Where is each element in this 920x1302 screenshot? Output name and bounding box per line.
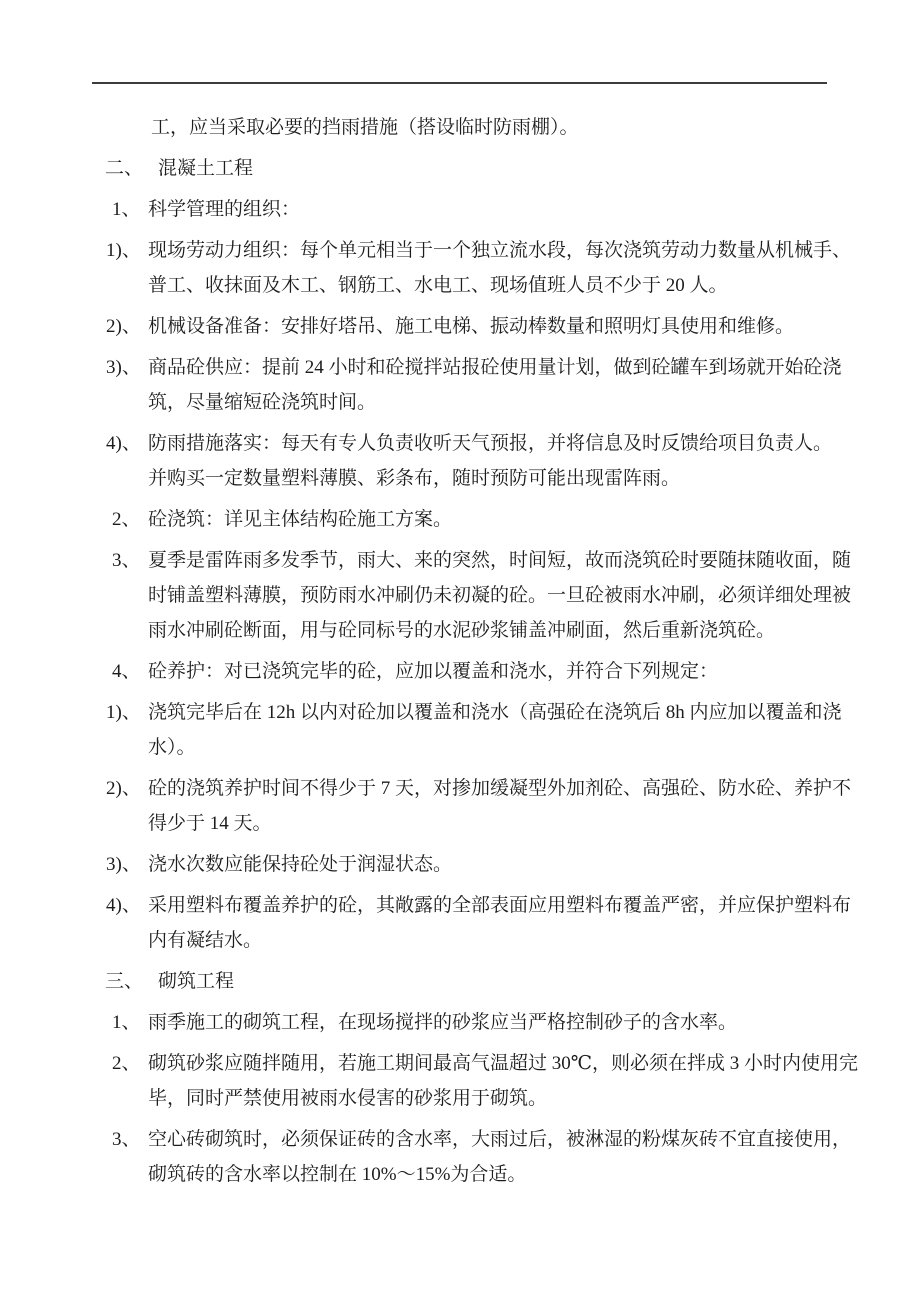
paragraph-text	[148, 309, 840, 344]
paragraph-text	[148, 1046, 859, 1116]
text-line: 砼的浇筑养护时间不得少于 7 天，对掺加缓凝型外加剂砼、高强砼、防水砼、养护不	[148, 778, 852, 799]
list-label: 3)、	[106, 357, 141, 378]
text-line: 商品砼供应：提前 24 小时和砼搅拌站报砼使用量计划，做到砼罐车到场就开始砼浇	[148, 357, 842, 378]
list-label: 3、	[112, 550, 141, 571]
list-label: 1、	[112, 199, 141, 220]
text-line: 砼浇筑：详见主体结构砼施工方案。	[148, 509, 453, 530]
paragraph-item	[0, 1005, 920, 1040]
paragraph-subitem	[0, 350, 920, 420]
text-line: 时铺盖塑料薄膜，预防雨水冲刷仍未初凝的砼。一旦砼被雨水冲刷，必须详细处理被	[148, 585, 852, 606]
text-line: 砌筑工程	[158, 971, 235, 992]
list-label: 三、	[105, 971, 144, 992]
text-line: 并购买一定数量塑料薄膜、彩条布，随时预防可能出现雷阵雨。	[148, 468, 681, 489]
list-label: 1、	[112, 1012, 141, 1033]
list-label: 二、	[105, 158, 144, 179]
text-line: 水）。	[148, 737, 196, 758]
list-label: 1)、	[106, 702, 141, 723]
paragraph-text	[148, 350, 840, 420]
paragraph-text	[148, 426, 840, 496]
paragraph-text	[148, 233, 852, 303]
paragraph-item	[0, 192, 920, 227]
text-line: 得少于 14 天。	[148, 813, 272, 834]
text-line: 筑，尽量缩短砼浇筑时间。	[148, 392, 377, 413]
list-label: 2、	[112, 509, 141, 530]
paragraph-subitem	[0, 309, 920, 344]
text-line: 毕，同时严禁使用被雨水侵害的砂浆用于砌筑。	[148, 1088, 548, 1109]
paragraph-text	[158, 151, 840, 186]
text-line: 内有凝结水。	[148, 930, 263, 951]
text-line: 砌筑砖的含水率以控制在 10%～15%为合适。	[148, 1164, 527, 1185]
text-line: 科学管理的组织：	[148, 199, 301, 220]
text-line: 空心砖砌筑时，必须保证砖的含水率，大雨过后，被淋湿的粉煤灰砖不宜直接使用，	[148, 1129, 852, 1150]
paragraph-text	[148, 695, 840, 765]
list-label: 4)、	[106, 433, 141, 454]
paragraph-item	[0, 1046, 920, 1116]
text-line: 机械设备准备：安排好塔吊、施工电梯、振动棒数量和照明灯具使用和维修。	[148, 316, 795, 337]
list-label: 1)、	[106, 240, 141, 261]
paragraph-text	[148, 192, 840, 227]
list-label: 2、	[112, 1053, 141, 1074]
text-line: 砼养护：对已浇筑完毕的砼，应加以覆盖和浇水，并符合下列规定：	[148, 661, 719, 682]
text-line: 工，应当采取必要的挡雨措施（搭设临时防雨棚）。	[151, 117, 579, 138]
text-line: 浇水次数应能保持砼处于润湿状态。	[148, 854, 453, 875]
list-label: 4、	[112, 661, 141, 682]
text-line: 混凝土工程	[158, 158, 254, 179]
paragraph-item	[0, 543, 920, 648]
paragraph-subitem	[0, 847, 920, 882]
paragraph-text	[148, 847, 840, 882]
text-line: 防雨措施落实：每天有专人负责收听天气预报，并将信息及时反馈给项目负责人。	[148, 433, 833, 454]
text-line: 普工、收抹面及木工、钢筋工、水电工、现场值班人员不少于 20 人。	[148, 275, 728, 296]
paragraph-heading	[0, 964, 920, 999]
paragraph-subitem	[0, 426, 920, 496]
paragraph-text	[148, 1122, 852, 1192]
header-rule	[92, 82, 827, 84]
text-line: 浇筑完毕后在 12h 以内对砼加以覆盖和浇水（高强砼在浇筑后 8h 内应加以覆盖和浇	[148, 702, 842, 723]
paragraph-text	[148, 654, 840, 689]
paragraph-item	[0, 502, 920, 537]
text-line: 雨水冲刷砼断面，用与砼同标号的水泥砂浆铺盖冲刷面，然后重新浇筑砼。	[148, 620, 776, 641]
paragraph-item	[0, 654, 920, 689]
document-content	[0, 110, 920, 1198]
list-label: 3、	[112, 1129, 141, 1150]
paragraph-text	[148, 771, 852, 841]
list-label: 2)、	[106, 778, 141, 799]
paragraph-text	[151, 110, 840, 145]
paragraph-subitem	[0, 233, 920, 303]
list-label: 2)、	[106, 316, 141, 337]
paragraph-continuation	[0, 110, 920, 145]
paragraph-subitem	[0, 695, 920, 765]
list-label: 4)、	[106, 895, 141, 916]
paragraph-text	[148, 543, 852, 648]
paragraph-text	[148, 1005, 840, 1040]
text-line: 夏季是雷阵雨多发季节，雨大、来的突然，时间短，故而浇筑砼时要随抹随收面，随	[148, 550, 852, 571]
text-line: 雨季施工的砌筑工程，在现场搅拌的砂浆应当严格控制砂子的含水率。	[148, 1012, 738, 1033]
paragraph-text	[158, 964, 840, 999]
list-label: 3)、	[106, 854, 141, 875]
paragraph-item	[0, 1122, 920, 1192]
paragraph-heading	[0, 151, 920, 186]
text-line: 现场劳动力组织：每个单元相当于一个独立流水段，每次浇筑劳动力数量从机械手、	[148, 240, 852, 261]
paragraph-subitem	[0, 888, 920, 958]
paragraph-subitem	[0, 771, 920, 841]
text-line: 砌筑砂浆应随拌随用，若施工期间最高气温超过 30℃，则必须在拌成 3 小时内使用完	[148, 1053, 859, 1074]
text-line: 采用塑料布覆盖养护的砼，其敞露的全部表面应用塑料布覆盖严密，并应保护塑料布	[148, 895, 852, 916]
paragraph-text	[148, 502, 840, 537]
paragraph-text	[148, 888, 852, 958]
